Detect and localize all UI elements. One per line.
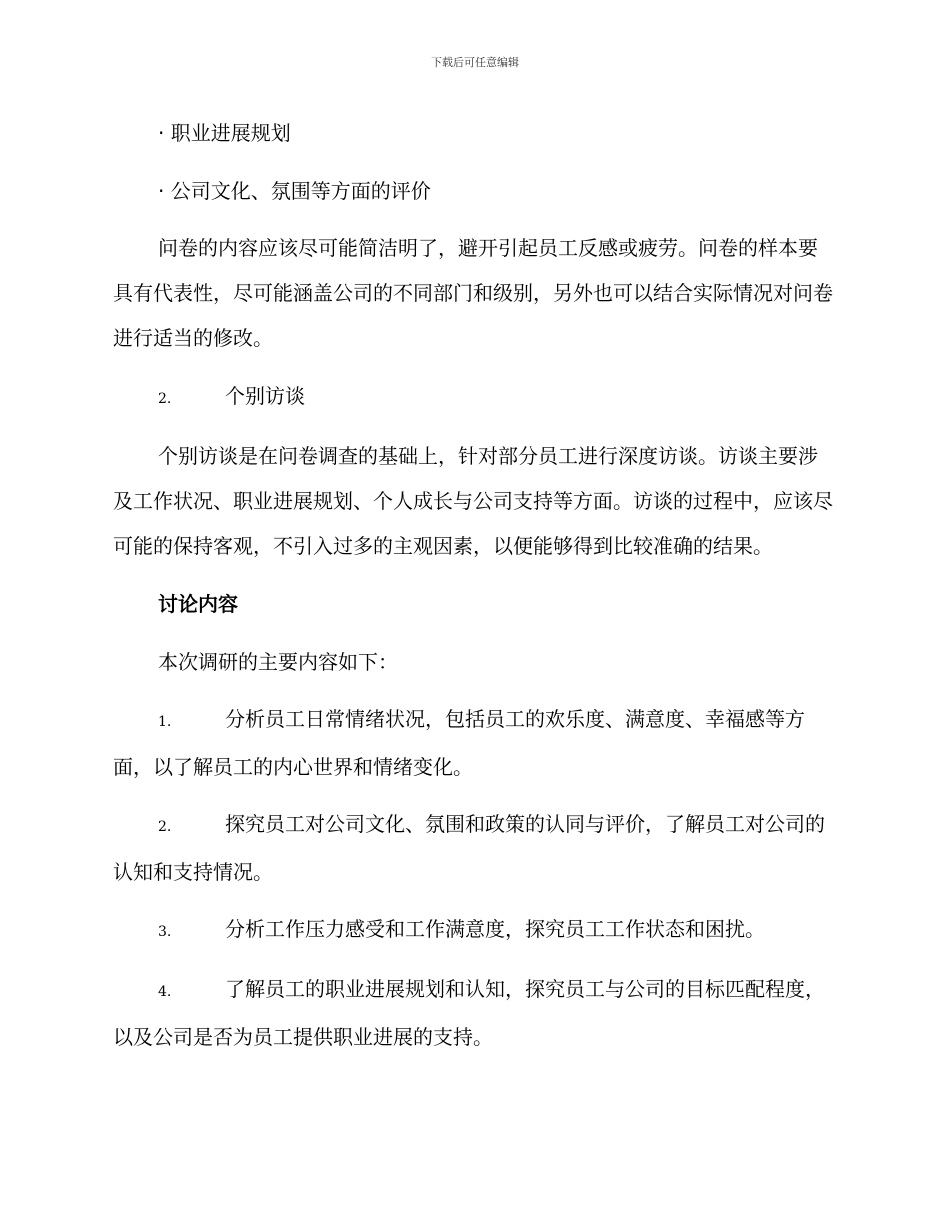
item-number: 2. xyxy=(158,391,172,407)
list-item xyxy=(113,967,835,1060)
bullet-item: · 公司文化、氛围等方面的评价 xyxy=(158,179,431,203)
item-title: 个别访谈 xyxy=(225,384,305,408)
bullet-item: · 职业进展规划 xyxy=(158,121,291,145)
item-text: 探究员工对公司文化、氛围和政策的认同与评价，了解员工对公司的认知和支持情况。 xyxy=(113,812,825,884)
item-text: 分析员工日常情绪状况，包括员工的欢乐度、满意度、幸福感等方面，以了解员工的内心世界和情绪变化。 xyxy=(113,707,805,779)
list-item xyxy=(113,697,835,790)
item-number: 4. xyxy=(158,984,172,1000)
document-body xyxy=(113,110,835,1060)
list-item xyxy=(113,907,835,955)
item-number: 1. xyxy=(158,714,172,730)
item-number: 2. xyxy=(158,819,172,835)
item-number: 3. xyxy=(158,924,172,940)
numbered-subheading xyxy=(113,373,835,422)
section-heading: 讨论内容 xyxy=(158,592,238,616)
list-item xyxy=(113,802,835,895)
paragraph: 个别访谈是在问卷调查的基础上，针对部分员工进行深度访谈。访谈主要涉及工作状况、职业进展规划、个人成长与公司支持等方面。访谈的过程中，应该尽可能的保持客观，不引入过多的主观因素，以便能够得到比较准确的结果。 xyxy=(113,444,833,558)
item-text: 了解员工的职业进展规划和认知，探究员工与公司的目标匹配程度，以及公司是否为员工提供职业进展的支持。 xyxy=(113,977,825,1049)
item-text: 分析工作压力感受和工作满意度，探究员工工作状态和困扰。 xyxy=(225,917,765,941)
paragraph: 问卷的内容应该尽可能简洁明了，避开引起员工反感或疲劳。问卷的样本要具有代表性，尽可能涵盖公司的不同部门和级别，另外也可以结合实际情况对问卷进行适当的修改。 xyxy=(113,236,833,350)
intro-text: 本次调研的主要内容如下： xyxy=(158,650,398,674)
page-header: 下载后可任意编辑 xyxy=(431,56,519,69)
